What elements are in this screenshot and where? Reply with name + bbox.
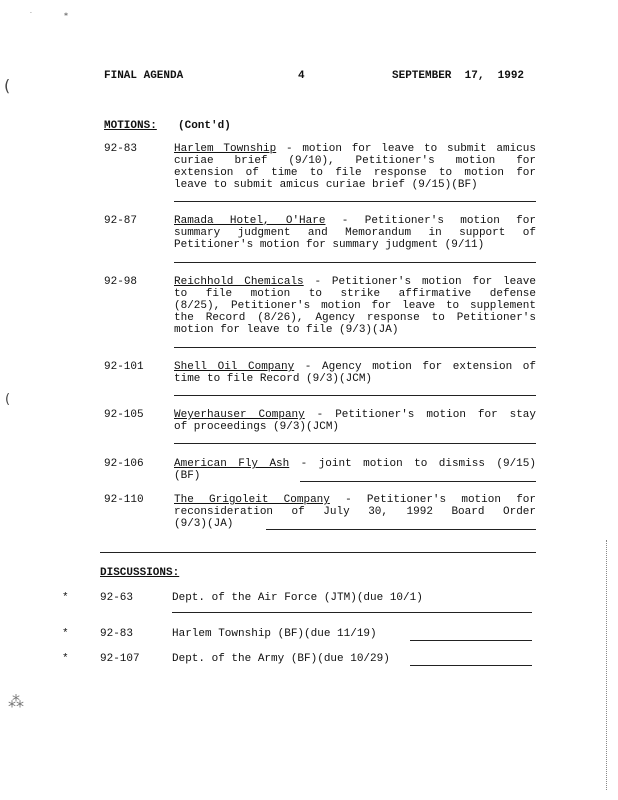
motion-text-line: leave to submit amicus curiae brief (9/15)(BF) xyxy=(174,179,478,191)
motions-contd: (Cont'd) xyxy=(178,120,231,132)
motion-first-line xyxy=(174,215,536,227)
motion-first-line xyxy=(174,276,536,288)
header-date: SEPTEMBER 17, 1992 xyxy=(392,70,525,82)
motion-case-number: 92-87 xyxy=(104,215,138,227)
discussion-description: Dept. of the Air Force (JTM)(due 10/1) xyxy=(172,592,423,604)
discussion-star-marker: * xyxy=(62,628,69,640)
motion-first-line xyxy=(174,143,536,155)
motion-underline-rule xyxy=(174,395,536,396)
motion-first-line xyxy=(174,409,536,421)
discussion-star-marker: * xyxy=(62,592,69,604)
discussion-case-number: 92-83 xyxy=(100,628,134,640)
motion-text-line: Petitioner's motion for summary judgment (9/11) xyxy=(174,239,485,251)
motion-underline-rule xyxy=(174,262,536,263)
motion-underline-rule xyxy=(300,481,536,482)
motion-party-name: Reichhold Chemicals xyxy=(174,276,304,288)
motion-case-number: 92-101 xyxy=(104,361,144,373)
motion-party-name: Weyerhauser Company xyxy=(174,409,305,421)
motion-case-number: 92-83 xyxy=(104,143,138,155)
motion-party-name: The Grigoleit Company xyxy=(174,494,330,506)
scan-speck: ⁎ xyxy=(64,9,68,18)
motion-description xyxy=(174,458,536,482)
motion-party-name: American Fly Ash xyxy=(174,458,290,470)
motion-text-line: - Agency motion for extension of xyxy=(294,361,536,373)
motion-description xyxy=(174,143,536,191)
motion-text-line: (BF) xyxy=(174,470,201,482)
discussion-underline-rule xyxy=(410,665,532,666)
motion-case-number: 92-110 xyxy=(104,494,144,506)
motion-party-name: Ramada Hotel, O'Hare xyxy=(174,215,326,227)
motion-party-name: Harlem Township xyxy=(174,143,277,155)
motion-text-line: extension of time to file response to motion for xyxy=(174,167,536,179)
motions-heading: MOTIONS: xyxy=(104,120,157,132)
discussion-description: Dept. of the Army (BF)(due 10/29) xyxy=(172,653,390,665)
scan-edge-line xyxy=(606,540,607,790)
section-divider xyxy=(100,552,536,553)
discussion-case-number: 92-63 xyxy=(100,592,134,604)
discussion-star-marker: * xyxy=(62,653,69,665)
discussion-underline-rule xyxy=(172,612,532,613)
margin-bracket-mark: ( xyxy=(5,392,11,407)
motion-case-number: 92-98 xyxy=(104,276,138,288)
motion-first-line xyxy=(174,458,536,470)
motion-text-line: - Petitioner's motion for xyxy=(325,215,536,227)
motion-underline-rule xyxy=(266,529,536,530)
motion-text-line: summary judgment and Memorandum in support of xyxy=(174,227,536,239)
margin-bracket-mark: ( xyxy=(4,76,11,95)
motion-text-line: motion for leave to file (9/3)(JA) xyxy=(174,324,399,336)
motion-text-line: (9/3)(JA) xyxy=(174,518,234,530)
motion-text-line: (8/25), Petitioner's motion for leave to supplement xyxy=(174,300,536,312)
motion-text-line: the Record (8/26), Agency response to Petitioner's xyxy=(174,312,536,324)
scan-speck: · xyxy=(30,10,32,17)
motion-text-line: of proceedings (9/3)(JCM) xyxy=(174,421,340,433)
motion-text-line: - Petitioner's motion for leave xyxy=(303,276,537,288)
motion-first-line xyxy=(174,361,536,373)
motion-description xyxy=(174,215,536,251)
motion-text-line: - Petitioner's motion for xyxy=(329,494,536,506)
motion-underline-rule xyxy=(174,201,536,202)
discussion-underline-rule xyxy=(410,640,532,641)
motion-underline-rule xyxy=(174,347,536,348)
motion-text-line: curiae brief (9/10), Petitioner's motion for xyxy=(174,155,536,167)
motion-case-number: 92-106 xyxy=(104,458,144,470)
discussion-description: Harlem Township (BF)(due 11/19) xyxy=(172,628,377,640)
motion-first-line xyxy=(174,494,536,506)
discussion-case-number: 92-107 xyxy=(100,653,140,665)
motion-text-line: reconsideration of July 30, 1992 Board Order xyxy=(174,506,536,518)
page-number: 4 xyxy=(298,70,305,82)
motion-party-name: Shell Oil Company xyxy=(174,361,295,373)
motion-description xyxy=(174,361,536,385)
motion-text-line: to file motion to strike affirmative defense xyxy=(174,288,536,300)
motion-text-line: - joint motion to dismiss (9/15) xyxy=(289,458,536,470)
motion-description xyxy=(174,494,536,530)
motion-underline-rule xyxy=(174,443,536,444)
motion-case-number: 92-105 xyxy=(104,409,144,421)
motion-description xyxy=(174,409,536,433)
motion-text-line: - Petitioner's motion for stay xyxy=(304,409,536,421)
motion-text-line: - motion for leave to submit amicus xyxy=(276,143,536,155)
margin-stamp-mark: ⁂ xyxy=(8,692,24,711)
header-title: FINAL AGENDA xyxy=(104,70,184,82)
discussions-heading: DISCUSSIONS: xyxy=(100,567,180,579)
motion-text-line: time to file Record (9/3)(JCM) xyxy=(174,373,373,385)
motion-description xyxy=(174,276,536,336)
